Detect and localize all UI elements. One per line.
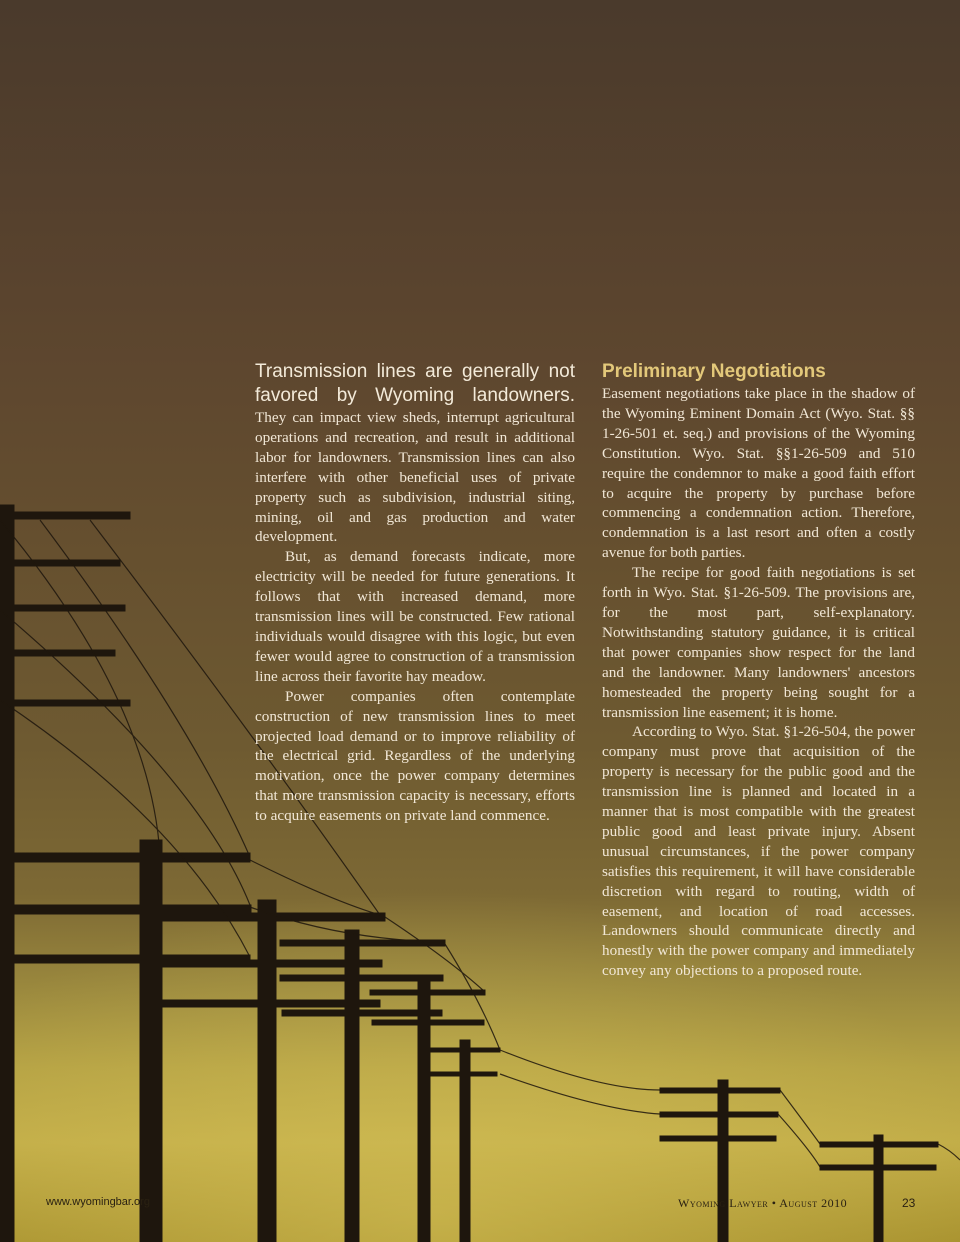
left-paragraph-1: They can impact view sheds, interrupt agricultural operations and recreation, and result in additional labor for landowners. Transmission lines can also interfere with other beneficial uses of private property such as subdivision, industrial siting, mining, oil and gas production and water development. [255,409,575,546]
section-heading: Preliminary Negotiations [602,361,826,382]
left-text-column [255,360,575,826]
right-text-column [602,360,915,981]
left-paragraph-2: But, as demand forecasts indicate, more electricity will be needed for future generations. It follows that with increased demand, more transmission lines will be constructed. Few rational individuals would disagree with this logic, but even fewer would agree to construction of a transmission line across their favorite hay meadow. [255,548,575,685]
lead-line-2: favored by Wyoming landowners. [255,385,575,406]
right-paragraph-2: The recipe for good faith negotiations is set forth in Wyo. Stat. §1-26-509. The provisions are, for the most part, self-explanatory. Notwithstanding statutory guidance, it is critical that power companies show respect for the land and the landowner. Many landowners' ancestors homesteaded the property being sought for a transmission line easement; it is home. [602,564,915,721]
left-paragraph-3: Power companies often contemplate construction of new transmission lines to meet projected load demand or to improve reliability of the electrical grid. Regardless of the underlying motivation, once the power company determines that more transmission capacity is necessary, efforts to acquire easements on private land commence. [255,687,575,825]
footer-website-link[interactable]: www.wyomingbar.org [46,1196,150,1208]
right-paragraph-3: According to Wyo. Stat. §1-26-504, the power company must prove that acquisition of the property is necessary for the public good and the transmission line is planned and located in a manner that is most compatible with the greatest public good and least private injury. Absent unusual circumstances, if the power company satisfies this requirement, it will have considerable discretion with regard to routing, width of easement, and location of road accesses. Landowners should communicate directly and honestly with the power company and immediately convey any objections to a proposed route. [602,723,915,980]
page-number: 23 [902,1196,916,1210]
lead-line-1: Transmission lines are generally not [255,361,575,382]
footer-publication: Wyoming Lawyer • August 2010 [678,1196,848,1210]
right-paragraph-1: Easement negotiations take place in the shadow of the Wyoming Eminent Domain Act (Wyo. Stat. §§ 1-26-501 et. seq.) and provisions of the Wyoming Constitution. Wyo. Stat. §§1-26-509 and 510 require the condemnor to make a good faith effort to acquire the property by purchase before commencing a condemnation action. Therefore, condemnation is a last resort and often a costly avenue for both parties. [602,385,915,562]
